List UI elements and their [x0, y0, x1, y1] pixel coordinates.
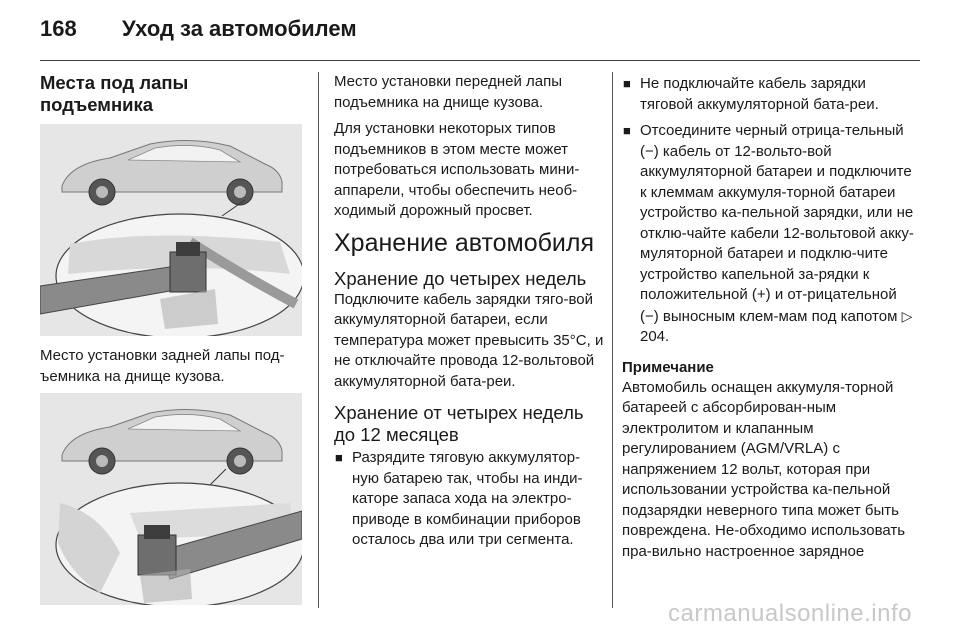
- note-heading: Примечание: [622, 358, 714, 376]
- chapter-title: Уход за автомобилем: [122, 16, 357, 41]
- paragraph-low-clearance: Для установки некоторых типов подъемников в этом месте может потребоваться использовать мини-аппарели, чтобы обеспечить необ-ходимый дорожный просвет.: [334, 120, 580, 219]
- bullet-square-icon: ■: [623, 123, 631, 138]
- column-2: [334, 72, 604, 557]
- note-text: Автомобиль оснащен аккумуля-торной батареей с абсорбирован-ным электролитом и клапанным регулированием (AGM/VRLA) с напряжением 12 вольт, которая при использовании устройства ка-пельной подзарядки неверного типа может быть повреждена. Не-обходимо использовать пра-вильно настроенное зарядное: [622, 378, 906, 560]
- bullet-square-icon: ■: [623, 76, 631, 91]
- header-divider: [40, 60, 920, 61]
- column-3: [622, 72, 914, 568]
- storage-steps-list: [334, 448, 604, 551]
- heading-storage-4-weeks-to-12-months: Хранение от четырех недель до 12 месяцев: [334, 402, 584, 445]
- column-divider-2: [612, 72, 613, 608]
- watermark: carmanualsonline.info: [668, 600, 912, 627]
- front-lift-illustration: [40, 124, 302, 336]
- list-item: ■ Отсоедините черный отрица-тельный (−) кабель от 12-вольто-вой аккумуляторной батареи и подключите к клеммам аккумуля-торной батареи устройство ка-пельной зарядки, или не отклю-чайте кабели 12-вольтовой акку-муляторной батареи и подклю-чите устройство капельной за-рядки к положительной (+) и от-рицательной (−) выносным клем-мам под капотом ▷ 204.: [623, 122, 914, 345]
- figure-front-lift-point: [40, 124, 302, 336]
- caption-front-lift-point: Место установки передней лапы подъемника на днище кузова.: [334, 73, 563, 111]
- caption-rear-lift-point: Место установки задней лапы под-ъемника на днище кузова.: [40, 347, 285, 385]
- heading-vehicle-storage: Хранение автомобиля: [334, 228, 595, 257]
- list-item: ■ Разрядите тяговую аккумулятор-ную батарею так, чтобы на инди-каторе запаса хода на электро-приводе в комбинации приборов осталось два или три сегмента.: [335, 449, 583, 548]
- column-1: [40, 72, 302, 615]
- section-title-lift-points: Места под лапы подъемника: [40, 72, 189, 115]
- storage-steps-list-continued: [622, 74, 914, 348]
- list-item: ■ Не подключайте кабель зарядки тяговой аккумуляторной бата-реи.: [623, 75, 879, 113]
- page-reference-arrow-icon: ▷: [901, 307, 913, 324]
- page-number: 168: [40, 16, 77, 41]
- column-divider-1: [318, 72, 319, 608]
- page-header: [40, 16, 920, 46]
- figure-rear-lift-point: [40, 393, 302, 605]
- bullet-square-icon: ■: [335, 450, 343, 465]
- page-reference[interactable]: 204.: [640, 328, 670, 345]
- rear-lift-illustration: [40, 393, 302, 605]
- paragraph-storage-up-to-4-weeks: Подключите кабель зарядки тяго-вой аккумуляторной батареи, если температура может превысить 35°C, и не отключайте провода 12-вольтовой аккумуляторной бата-реи.: [334, 290, 604, 390]
- heading-storage-up-to-4-weeks: Хранение до четырех недель: [334, 267, 587, 289]
